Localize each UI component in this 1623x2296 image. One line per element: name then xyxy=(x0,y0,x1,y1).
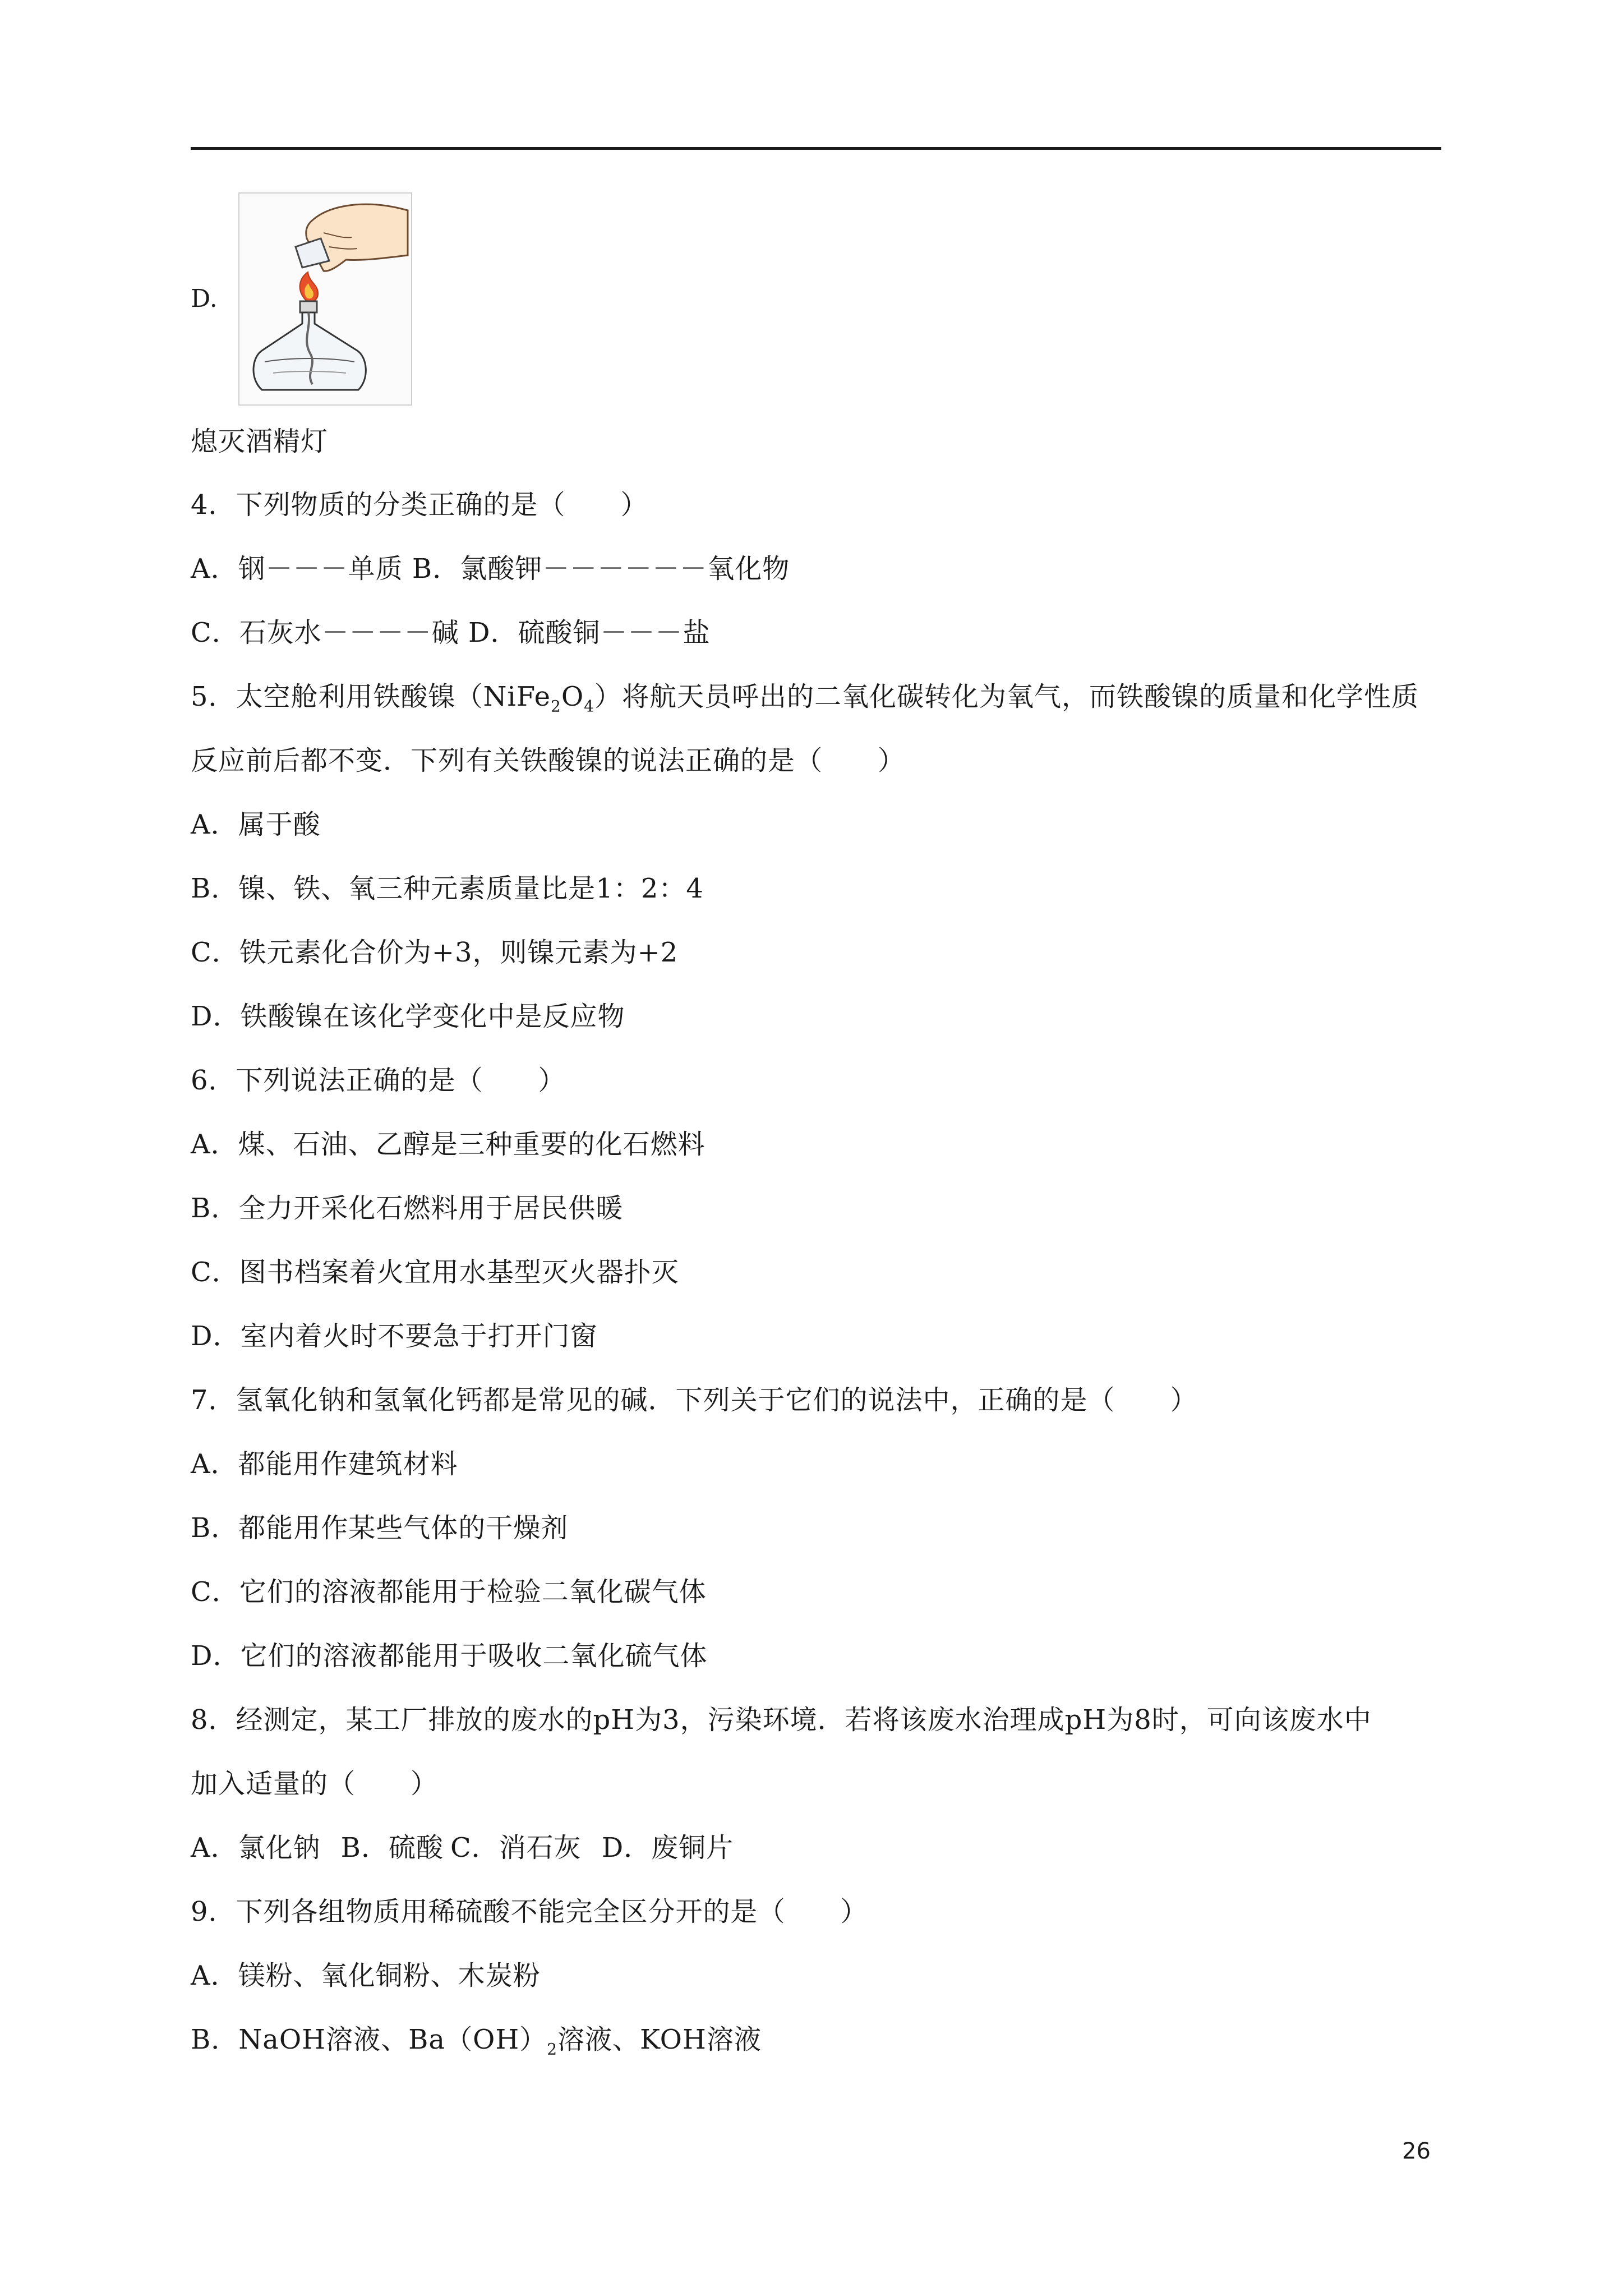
question-4-option-cd: C．石灰水－－－－碱 D．硫酸铜－－－盐 xyxy=(191,617,711,648)
question-8-option-d: D．废铜片 xyxy=(601,1832,734,1864)
question-6-option-a: A．煤、石油、乙醇是三种重要的化石燃料 xyxy=(191,1129,706,1160)
question-8-stem-line2: 加入适量的（ ） xyxy=(191,1768,439,1800)
figure-caption: 熄灭酒精灯 xyxy=(191,426,329,457)
question-5-option-b: B．镍、铁、氧三种元素质量比是1：2：4 xyxy=(191,873,704,904)
question-7-option-a: A．都能用作建筑材料 xyxy=(191,1448,458,1480)
header-rule xyxy=(191,147,1441,150)
question-4-option-ab: A．钢－－－单质 B．氯酸钾－－－－－－氧化物 xyxy=(191,553,790,585)
question-4-stem: 4．下列物质的分类正确的是（ ） xyxy=(191,489,648,521)
question-7-option-b: B．都能用作某些气体的干燥剂 xyxy=(191,1512,569,1544)
question-8-options xyxy=(191,1831,734,1865)
question-8-option-c: C．消石灰 xyxy=(450,1832,582,1864)
question-5-option-a: A．属于酸 xyxy=(191,809,321,840)
question-8-stem-line1: 8．经测定，某工厂排放的废水的pH为3，污染环境．若将该废水治理成pH为8时，可向该废水中 xyxy=(191,1704,1372,1736)
question-6-option-b: B．全力开采化石燃料用于居民供暖 xyxy=(191,1193,624,1224)
question-6-option-c: C．图书档案着火宜用水基型灭火器扑灭 xyxy=(191,1257,679,1288)
question-5-option-d: D．铁酸镍在该化学变化中是反应物 xyxy=(191,1001,625,1032)
page-number: 26 xyxy=(1402,2138,1431,2164)
question-6-stem: 6．下列说法正确的是（ ） xyxy=(191,1065,566,1096)
question-7-option-d: D．它们的溶液都能用于吸收二氧化硫气体 xyxy=(191,1640,708,1672)
question-5-option-c: C．铁元素化合价为+3，则镍元素为+2 xyxy=(191,937,679,968)
question-9-stem: 9．下列各组物质用稀硫酸不能完全区分开的是（ ） xyxy=(191,1896,868,1927)
question-8-option-a: A．氯化钠 xyxy=(191,1832,321,1864)
question-7-option-c: C．它们的溶液都能用于检验二氧化碳气体 xyxy=(191,1576,707,1608)
question-9-option-a: A．镁粉、氧化铜粉、木炭粉 xyxy=(191,1960,541,1991)
question-6-option-d: D．室内着火时不要急于打开门窗 xyxy=(191,1320,598,1352)
figure-label: D. xyxy=(191,284,218,313)
question-5-stem-line2: 反应前后都不变．下列有关铁酸镍的说法正确的是（ ） xyxy=(191,745,906,776)
figure-option-d xyxy=(191,191,412,407)
question-5-stem-line1: 5．太空舱利用铁酸镍$(NiFe_2O_4)$将航天员呼出的二氧化碳转化为氧气，而铁酸镍的质量和化学性质 xyxy=(191,681,1419,716)
extinguish-lamp-illustration xyxy=(239,194,411,404)
question-8-option-b: B．硫酸 xyxy=(340,1832,444,1864)
question-7-stem: 7．氢氧化钠和氢氧化钙都是常见的碱．下列关于它们的说法中，正确的是（ ） xyxy=(191,1384,1198,1416)
alcohol-lamp-figure xyxy=(238,192,412,406)
question-9-option-b: B．NaOH溶液、$Ba(OH)_2$溶液、KOH溶液 xyxy=(191,2024,762,2059)
